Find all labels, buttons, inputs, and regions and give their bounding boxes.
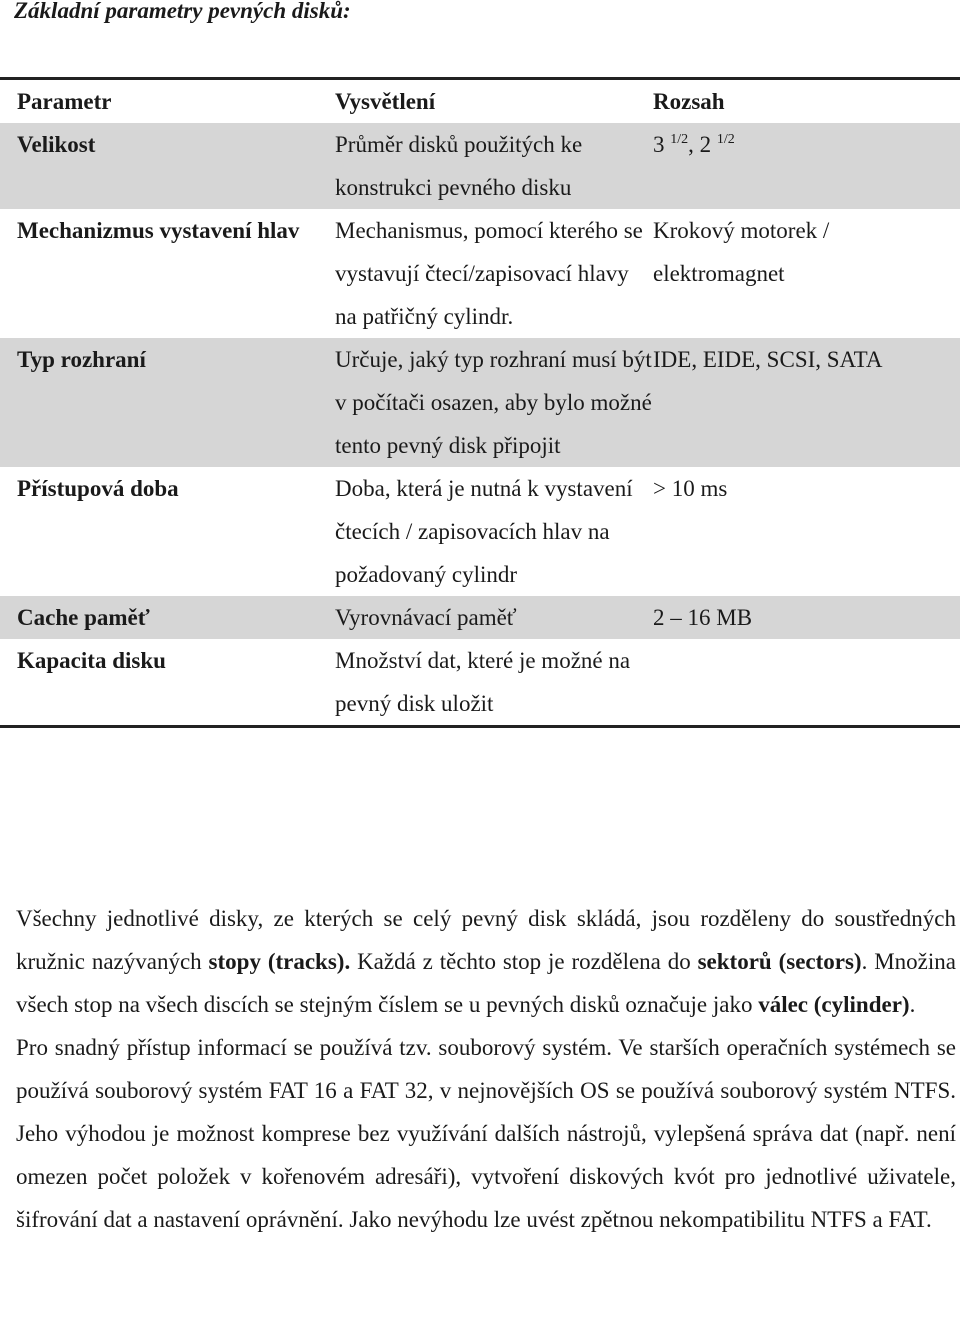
header-explanation: Vysvětlení (335, 79, 653, 124)
row-explanation: Určuje, jaký typ rozhraní musí být v počítači osazen, aby bylo možné tento pevný disk připojit (335, 338, 653, 467)
text-segment: Každá z těchto stop je rozdělena do (350, 949, 698, 974)
row-parameter: Kapacita disku (0, 639, 335, 727)
range-sup-1: 1/2 (670, 132, 689, 147)
table-row (0, 338, 960, 467)
row-explanation: Mechanismus, pomocí kterého se vystavují čtecí/zapisovací hlavy na patřičný cylindr. (335, 218, 643, 329)
text-segment: Všechny jednotlivé disky, ze kterých se celý pevný disk skládá, jsou rozděleny do soustředných kružnic nazývaných (16, 906, 956, 974)
range-sup-2: 1/2 (716, 132, 735, 147)
row-range: Krokový motorek / elektromagnet (653, 218, 830, 286)
body-text (16, 897, 956, 1241)
table-row (0, 209, 960, 338)
paragraph-filesystem: Pro snadný přístup informací se používá tzv. souborový systém. Ve starších operačních systémech se používá souborový systém FAT 16 a FAT 32, v nejnovějších OS se používá souborový systém NTFS. Jeho výhodou je možnost komprese bez využívání dalších nástrojů, vylepšená správa dat (např. není omezen počet položek v kořenovém adresáři), vytvoření diskových kvót pro jednotlivé uživatele, šifrování dat a nastavení oprávnění. Jako nevýhodu lze uvést zpětnou nekompatibilitu NTFS a FAT. (16, 1035, 956, 1232)
row-explanation: Množství dat, které je možné na pevný disk uložit (335, 639, 653, 727)
table-row (0, 467, 960, 596)
row-range: IDE, EIDE, SCSI, SATA (653, 338, 960, 467)
row-explanation: Doba, která je nutná k vystavení čtecích / zapisovacích hlav na požadovaný cylindr (335, 476, 633, 587)
header-parameter: Parametr (0, 79, 335, 124)
term-sectors: sektorů (sectors) (697, 949, 862, 974)
row-range (653, 123, 960, 209)
row-parameter: Typ rozhraní (0, 338, 335, 467)
table-row (0, 596, 960, 639)
table-row (0, 639, 960, 727)
term-cylinder: válec (cylinder) (758, 992, 910, 1017)
table-row (0, 123, 960, 209)
row-range: 2 – 16 MB (653, 596, 960, 639)
row-parameter: Velikost (0, 123, 335, 209)
row-explanation: Vyrovnávací paměť (335, 596, 653, 639)
header-range: Rozsah (653, 79, 960, 124)
row-parameter: Přístupová doba (17, 476, 179, 501)
range-base-1: 3 (653, 132, 665, 157)
paragraph-tracks (16, 897, 956, 1026)
page-heading: Základní parametry pevných disků: (14, 0, 351, 23)
text-segment: . Množina všech stop na všech discích se stejným číslem se u pevných disků označuje jako (16, 949, 956, 1017)
parameters-table (0, 77, 960, 728)
row-range (653, 639, 960, 727)
table-header-row (0, 79, 960, 124)
row-parameter: Mechanizmus vystavení hlav (17, 218, 300, 243)
range-mid: , 2 (688, 132, 712, 157)
text-segment: . (909, 992, 916, 1017)
term-tracks: stopy (tracks). (208, 949, 351, 974)
row-explanation: Průměr disků použitých ke konstrukci pevného disku (335, 123, 653, 209)
row-range: > 10 ms (653, 476, 728, 501)
row-parameter: Cache paměť (0, 596, 335, 639)
